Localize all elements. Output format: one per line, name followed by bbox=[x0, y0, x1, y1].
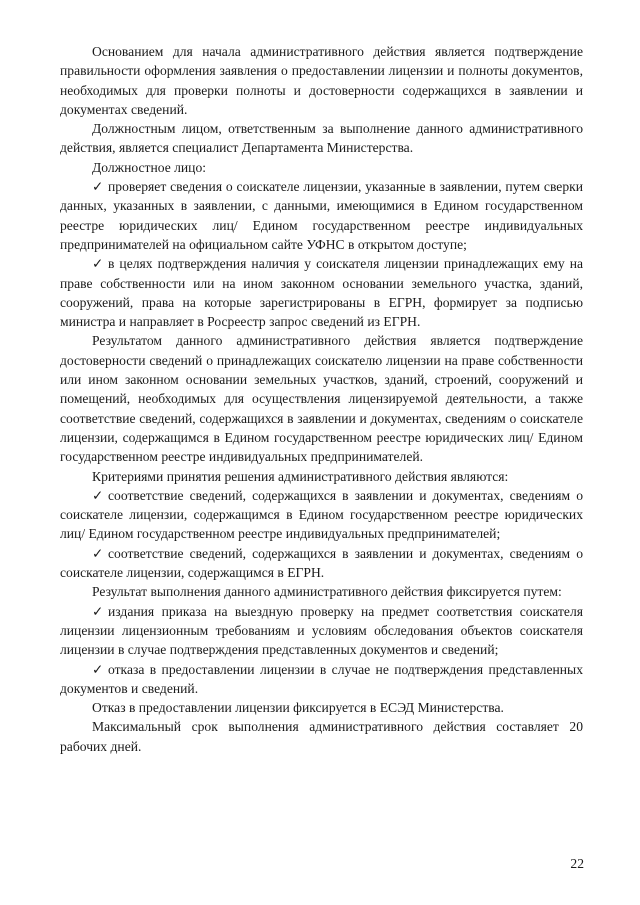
checklist-item bbox=[60, 254, 583, 331]
check-mark-icon: ✓ bbox=[92, 256, 104, 272]
paragraph-text: проверяет сведения о соискателе лицензии, указанные в заявлении, путем сверки данных, указанных в заявлении, с данными, имеющимися в Едином государственном реестре юридических лиц/ Едином государственном реестре индивидуальных предпринимателей на официальном сайте УФНС в открытом доступе; bbox=[60, 179, 583, 252]
paragraph bbox=[60, 331, 583, 466]
paragraph-text: в целях подтверждения наличия у соискателя лицензии принадлежащих ему на праве собственности или на ином законном основании земельного участка, зданий, сооружений, права на которые зарегистрированы в ЕГРН, формирует за подписью министра и направляет в Росреестр запрос сведений из ЕГРН. bbox=[60, 256, 583, 330]
paragraph-text: отказа в предоставлении лицензии в случае не подтверждения представленных документов и сведений. bbox=[60, 661, 583, 696]
paragraph-text: Критериями принятия решения административного действия являются: bbox=[92, 468, 509, 484]
paragraph-text: соответствие сведений, содержащихся в заявлении и документах, сведениям о соискателе лицензии, содержащимся в Едином государственном реестре юридических лиц/ Едином государственном реестре индивидуальных предпринимателей; bbox=[60, 487, 583, 542]
paragraph-text: соответствие сведений, содержащихся в заявлении и документах, сведениям о соискателе лицензии, содержащимся в ЕГРН. bbox=[60, 545, 583, 581]
page-number: 22 bbox=[570, 856, 584, 871]
check-mark-icon: ✓ bbox=[92, 487, 104, 503]
paragraph bbox=[60, 119, 583, 158]
paragraph-text: Должностным лицом, ответственным за выполнение данного административного действия, является специалист Департамента Министерства. bbox=[60, 121, 583, 156]
paragraph-text: Результат выполнения данного административного действия фиксируется путем: bbox=[92, 584, 562, 600]
check-mark-icon: ✓ bbox=[92, 545, 104, 561]
paragraph bbox=[60, 467, 583, 486]
paragraph bbox=[60, 698, 583, 717]
paragraph-text: Максимальный срок выполнения административного действия составляет 20 рабочих дней. bbox=[60, 719, 583, 754]
paragraph-text: Должностное лицо: bbox=[92, 159, 207, 175]
paragraph-text: Отказ в предоставлении лицензии фиксируется в ЕСЭД Министерства. bbox=[92, 700, 504, 716]
document-body bbox=[60, 42, 583, 756]
paragraph-text: Основанием для начала административного действия является подтверждение правильности оформления заявления о предоставлении лицензии и полноты документов, необходимых для проверки полноты и достоверности содержащихся в заявлении и документах сведений. bbox=[60, 44, 583, 117]
paragraph bbox=[60, 582, 583, 601]
paragraph bbox=[60, 717, 583, 756]
check-mark-icon: ✓ bbox=[92, 179, 104, 195]
checklist-item bbox=[60, 486, 583, 544]
paragraph bbox=[60, 158, 583, 177]
checklist-item bbox=[60, 177, 583, 254]
check-mark-icon: ✓ bbox=[92, 661, 104, 677]
check-mark-icon: ✓ bbox=[92, 603, 104, 619]
checklist-item bbox=[60, 660, 583, 699]
checklist-item bbox=[60, 602, 583, 660]
checklist-item bbox=[60, 544, 583, 583]
paragraph bbox=[60, 42, 583, 119]
paragraph-text: издания приказа на выездную проверку на предмет соответствия соискателя лицензии лицензионным требованиям и условиям обследования объектов соискателя лицензии в случае подтверждения представленных документов и сведений; bbox=[60, 603, 583, 658]
paragraph-text: Результатом данного административного действия является подтверждение достоверности сведений о принадлежащих соискателю лицензии на праве собственности или ином законном основании земельных участков, зданий, строений, сооружений и помещений, необходимых для осуществления лицензируемой деятельности, а также соответствие сведений, содержащихся в заявлении и документах, сведениям о соискателе лицензии, содержащимся в Едином государственном реестре юридических лиц/ Едином государственном реестре индивидуальных предпринимателей. bbox=[60, 333, 583, 465]
